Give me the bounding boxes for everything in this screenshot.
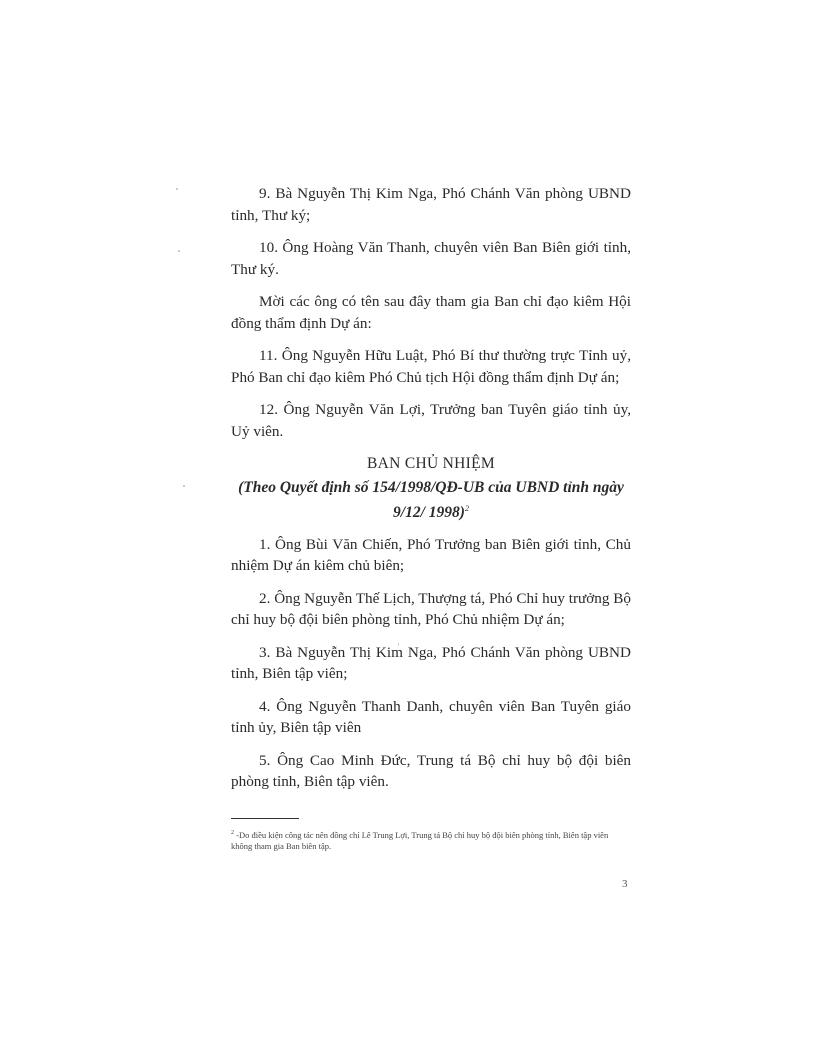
scan-speck <box>176 188 178 190</box>
section-subheading-text: (Theo Quyết định số 154/1998/QĐ-UB của UBND tỉnh ngày 9/12/ 1998) <box>238 478 624 522</box>
footnote-reference: 2 <box>464 504 469 513</box>
paragraph-member-5: 5. Ông Cao Minh Đức, Trung tá Bộ chỉ huy bộ đội biên phòng tỉnh, Biên tập viên. <box>231 751 631 791</box>
paragraph-member-4: 4. Ông Nguyễn Thanh Danh, chuyên viên Ban Tuyên giáo tỉnh ủy, Biên tập viên <box>231 697 631 737</box>
section-heading: BAN CHỦ NHIỆM <box>367 455 495 472</box>
section-subheading <box>231 477 631 524</box>
footnote <box>231 828 631 852</box>
paragraph-member-3: 3. Bà Nguyễn Thị Kim Nga, Phó Chánh Văn phòng UBND tỉnh, Biên tập viên; <box>231 643 631 683</box>
scan-speck <box>183 485 185 487</box>
paragraph-invitation: Mời các ông có tên sau đây tham gia Ban chỉ đạo kiêm Hội đồng thẩm định Dự án: <box>231 293 631 332</box>
scan-speck <box>178 250 180 252</box>
paragraph-member-1: 1. Ông Bùi Văn Chiến, Phó Trưởng ban Biên giới tỉnh, Chủ nhiệm Dự án kiêm chủ biên; <box>231 535 631 575</box>
footnote-text: -Do điều kiện công tác nên đồng chí Lê Trung Lợi, Trung tá Bộ chỉ huy bộ đội biên phòng tỉnh, Biên tập viên không tham gia Ban biên tập. <box>231 829 609 851</box>
paragraph-member-2: 2. Ông Nguyễn Thế Lịch, Thượng tá, Phó Chỉ huy trưởng Bộ chỉ huy bộ đội biên phòng tỉnh, Phó Chủ nhiệm Dự án; <box>231 589 631 629</box>
footnote-divider <box>231 818 299 819</box>
footnote-marker: 2 <box>231 830 234 836</box>
paragraph-item-11: 11. Ông Nguyễn Hữu Luật, Phó Bí thư thường trực Tỉnh uỷ, Phó Ban chỉ đạo kiêm Phó Chủ tịch Hội đồng thẩm định Dự án; <box>231 347 631 386</box>
paragraph-item-10: 10. Ông Hoàng Văn Thanh, chuyên viên Ban Biên giới tỉnh, Thư ký. <box>231 239 631 278</box>
paragraph-item-12: 12. Ông Nguyễn Văn Lợi, Trưởng ban Tuyên giáo tỉnh ủy, Uỷ viên. <box>231 401 631 440</box>
body-text <box>231 183 631 804</box>
page-number: 3 <box>622 878 628 890</box>
paragraph-item-9: 9. Bà Nguyễn Thị Kim Nga, Phó Chánh Văn phòng UBND tỉnh, Thư ký; <box>231 185 631 224</box>
